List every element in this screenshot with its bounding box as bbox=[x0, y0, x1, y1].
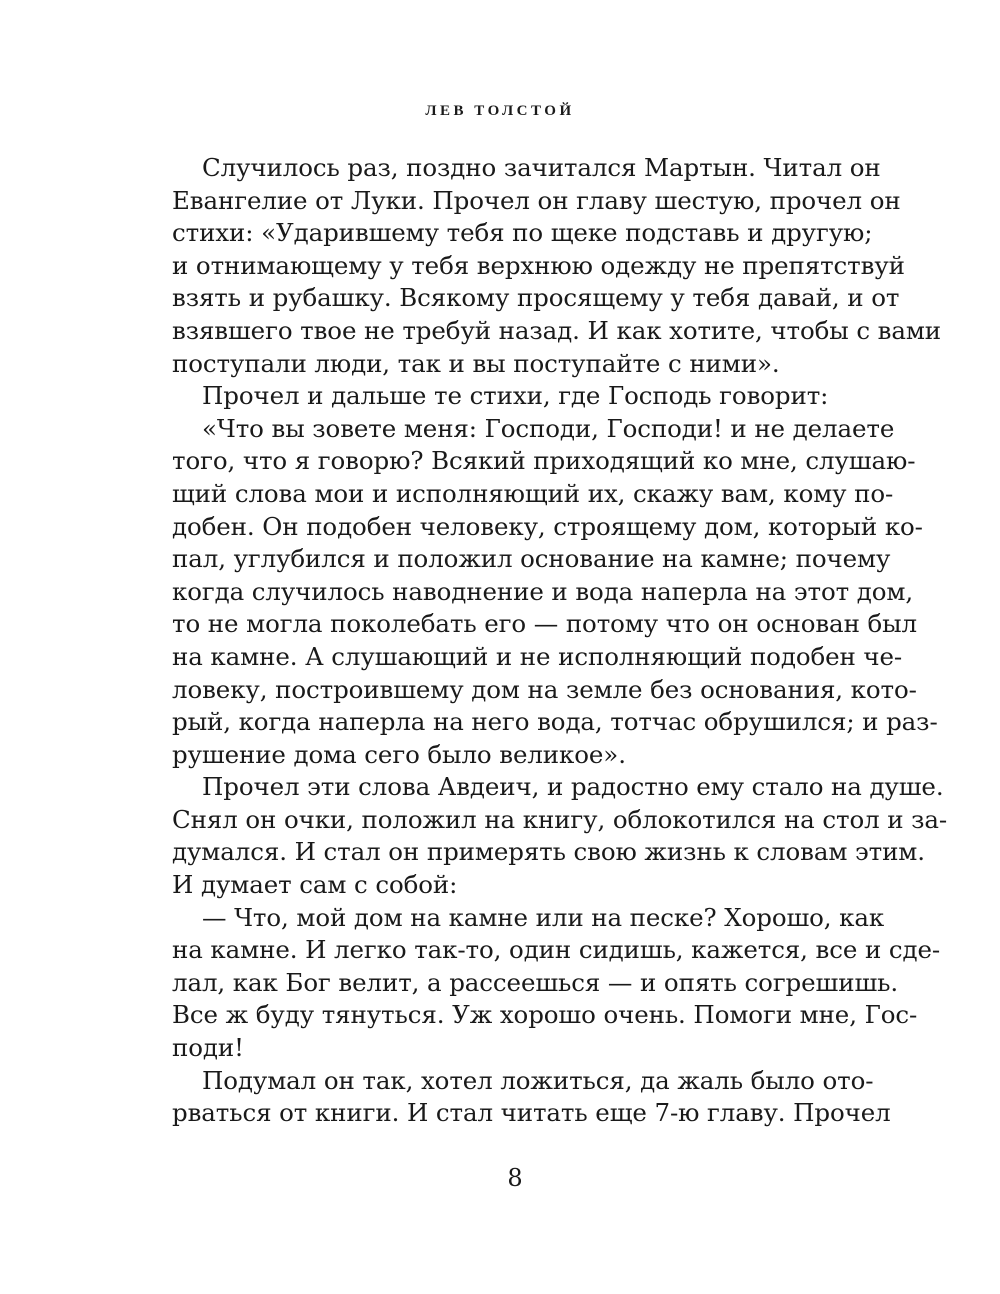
text-line: думался. И стал он примерять свою жизнь к словам этим. bbox=[172, 837, 925, 867]
text-line: Евангелие от Луки. Прочел он главу шестую, прочел он bbox=[172, 185, 901, 215]
text-line: того, что я говорю? Всякий приходящий ко мне, слушаю- bbox=[172, 446, 916, 476]
text-line: рый, когда наперла на него вода, тотчас обрушился; и раз- bbox=[172, 707, 938, 737]
text-line: поди! bbox=[172, 1033, 244, 1063]
text-line: Все ж буду тянуться. Уж хорошо очень. Помоги мне, Гос- bbox=[172, 1000, 918, 1030]
text-line: добен. Он подобен человеку, строящему дом, который ко- bbox=[172, 511, 923, 541]
text-line: ловеку, построившему дом на земле без основания, кото- bbox=[172, 674, 917, 704]
text-line: Снял он очки, положил на книгу, облокотился на стол и за- bbox=[172, 804, 948, 834]
text-line: Случилось раз, поздно зачитался Мартын. Читал он bbox=[202, 153, 881, 182]
text-line: рушение дома сего было великое». bbox=[172, 739, 626, 769]
text-line: — Что, мой дом на камне или на песке? Хорошо, как bbox=[202, 902, 885, 932]
text-line: на камне. А слушающий и не исполняющий подобен че- bbox=[172, 641, 903, 671]
text-line: то не могла поколебать его — потому что он основан был bbox=[172, 609, 917, 639]
text-line: стихи: «Ударившему тебя по щеке подставь и другую; bbox=[172, 218, 873, 248]
page-number: 8 bbox=[507, 1164, 523, 1192]
text-line: рваться от книги. И стал читать еще 7-ю главу. Прочел bbox=[172, 1098, 891, 1128]
text-line: пал, углубился и положил основание на камне; почему bbox=[172, 544, 891, 574]
text-line: на камне. И легко так-то, один сидишь, кажется, все и сде- bbox=[172, 935, 941, 965]
text-line: Подумал он так, хотел ложиться, да жаль было ото- bbox=[202, 1065, 874, 1095]
body-text bbox=[172, 152, 948, 1130]
text-line: щий слова мои и исполняющий их, скажу вам, кому по- bbox=[172, 478, 894, 508]
text-line: поступали люди, так и вы поступайте с ними». bbox=[172, 348, 780, 378]
text-line: Прочел эти слова Авдеич, и радостно ему стало на душе. bbox=[202, 772, 944, 802]
text-line: и отнимающему у тебя верхнюю одежду не препятствуй bbox=[172, 250, 905, 280]
running-head: ЛЕВ ТОЛСТОЙ bbox=[425, 103, 575, 119]
text-line: «Что вы зовете меня: Господи, Господи! и не делаете bbox=[202, 413, 895, 443]
text-line: Прочел и дальше те стихи, где Господь говорит: bbox=[202, 381, 829, 411]
text-line: взявшего твое не требуй назад. И как хотите, чтобы с вами bbox=[172, 315, 942, 345]
text-line: когда случилось наводнение и вода наперла на этот дом, bbox=[172, 576, 914, 606]
text-line: взять и рубашку. Всякому просящему у тебя давай, и от bbox=[172, 283, 900, 313]
text-line: лал, как Бог велит, а рассеешься — и опять согрешишь. bbox=[172, 967, 899, 997]
text-line: И думает сам с собой: bbox=[172, 870, 458, 900]
